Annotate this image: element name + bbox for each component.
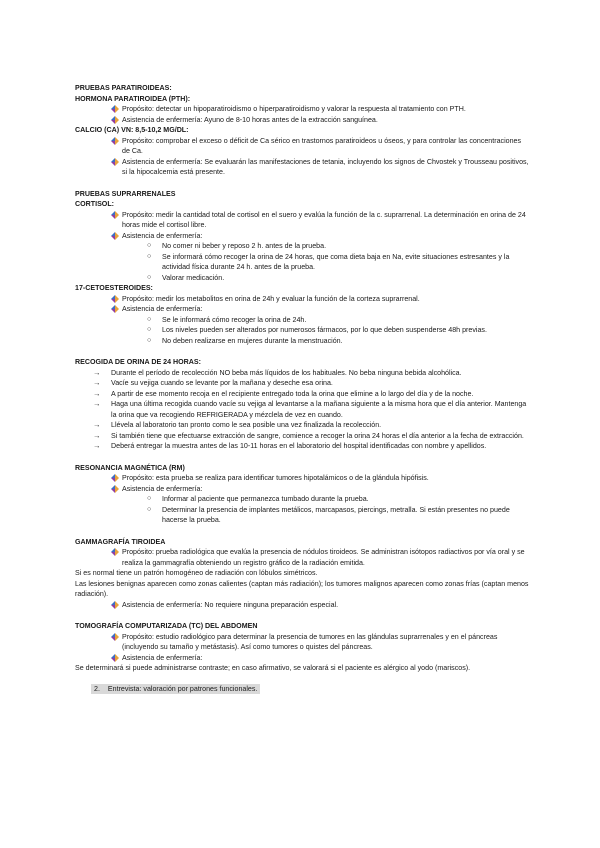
arrow-list-item bbox=[75, 431, 530, 442]
circle-bullet-icon: ○ bbox=[147, 326, 152, 333]
list-item bbox=[75, 304, 530, 315]
subsection-title: CALCIO (CA) VN: 8,5-10,2 MG/DL: bbox=[75, 126, 189, 134]
list-item bbox=[75, 294, 530, 305]
list-item-text: Propósito: prueba radiológica que evalúa la presencia de nódulos tiroideos. Se administran isótopos radiactivos por vía oral y se realiza la gammagrafía obteniendo un registro gráfico de la radiación emitida. bbox=[122, 548, 525, 567]
diamond-bullet-icon bbox=[111, 158, 119, 166]
section-gap bbox=[75, 346, 530, 357]
diamond-bullet-icon bbox=[111, 211, 119, 219]
arrow-list-item bbox=[75, 441, 530, 452]
circle-bullet-icon: ○ bbox=[147, 273, 152, 281]
list-item bbox=[75, 273, 530, 284]
subsection-title: CORTISOL: bbox=[75, 200, 115, 208]
arrow-list-item bbox=[75, 368, 530, 379]
list-item bbox=[75, 632, 530, 653]
list-item-text: Asistencia de enfermería: No requiere ninguna preparación especial. bbox=[122, 600, 339, 609]
circle-bullet-icon: ○ bbox=[147, 252, 152, 260]
paragraph: Si es normal tiene un patrón homogéneo de radiación con lóbulos simétricos. bbox=[75, 569, 318, 577]
diamond-bullet-icon bbox=[111, 137, 119, 145]
list-item bbox=[75, 505, 530, 526]
list-item-text: Valorar medicación. bbox=[162, 273, 225, 282]
list-item bbox=[75, 325, 530, 336]
diamond-bullet-icon bbox=[111, 548, 119, 556]
list-item-text: Llévela al laboratorio tan pronto como le sea posible una vez finalizada la recolección. bbox=[111, 421, 382, 429]
section-gap bbox=[75, 452, 530, 463]
list-item-text: Se le informará cómo recoger la orina de 24h. bbox=[162, 315, 307, 324]
list-item bbox=[75, 157, 530, 178]
diamond-bullet-icon bbox=[111, 105, 119, 113]
circle-bullet-icon: ○ bbox=[147, 242, 152, 249]
list-item-text: Los niveles pueden ser alterados por numerosos fármacos, por lo que deben suspenderse 48h previas. bbox=[162, 326, 487, 334]
circle-bullet-icon: ○ bbox=[147, 505, 152, 513]
list-item-text: A partir de ese momento recoja en el recipiente entregado toda la orina que elimine a lo largo del día y de la noche. bbox=[111, 389, 474, 398]
list-item bbox=[75, 210, 530, 231]
diamond-bullet-icon bbox=[111, 654, 119, 662]
section-title: RECOGIDA DE ORINA DE 24 HORAS: bbox=[75, 358, 201, 366]
list-item-text: Propósito: detectar un hipoparatiroidismo o hiperparatiroidismo y valorar la respuesta al tratamiento con PTH. bbox=[122, 105, 466, 113]
document-page bbox=[75, 83, 530, 694]
paragraph: Se determinará si puede administrarse contraste; en caso afirmativo, se valorará si el paciente es alérgico al yodo (mariscos). bbox=[75, 664, 471, 672]
section-gap bbox=[75, 526, 530, 537]
list-item bbox=[75, 104, 530, 115]
diamond-bullet-icon bbox=[111, 474, 119, 482]
list-item bbox=[75, 494, 530, 505]
list-item bbox=[75, 252, 530, 273]
list-item bbox=[75, 136, 530, 157]
circle-bullet-icon: ○ bbox=[147, 336, 152, 344]
list-item bbox=[75, 115, 530, 126]
list-item-text: Propósito: comprobar el exceso o déficit de Ca sérico en trastornos paratiroideos u óseos, y para controlar las concentraciones de Ca. bbox=[122, 136, 522, 155]
list-item-text: Asistencia de enfermería: bbox=[122, 231, 203, 240]
list-item bbox=[75, 473, 530, 484]
diamond-bullet-icon bbox=[111, 295, 119, 303]
paragraph: Las lesiones benignas aparecen como zonas calientes (captan más radiación); los tumores malignos aparecen como zonas frías (captan menos radiación). bbox=[75, 579, 529, 598]
section-title: RESONANCIA MAGNÉTICA (RM) bbox=[75, 463, 185, 472]
list-item bbox=[75, 600, 530, 611]
heading-text: Entrevista: valoración por patrones funcionales. bbox=[107, 684, 258, 693]
arrow-right-icon: → bbox=[93, 441, 101, 450]
diamond-bullet-icon bbox=[111, 232, 119, 240]
list-item-text: Propósito: medir los metabolitos en orina de 24h y evaluar la función de la corteza suprarrenal. bbox=[122, 294, 420, 303]
list-item-text: Asistencia de enfermería: bbox=[122, 484, 203, 493]
list-item-text: Asistencia de enfermería: Se evaluarán las manifestaciones de tetania, incluyendo los signos de Chvostek y Trousseau positivos, si la hipocalcemia está presente. bbox=[122, 157, 529, 176]
list-item bbox=[75, 336, 530, 347]
subsection-title: HORMONA PARATIROIDEA (PTH): bbox=[75, 94, 191, 103]
list-item-text: Determinar la presencia de implantes metálicos, marcapasos, piercings, metralla. Si están presentes no puede hacerse la prueba. bbox=[162, 505, 510, 524]
arrow-list-item bbox=[75, 399, 530, 420]
list-item-text: Se informará cómo recoger la orina de 24 horas, que coma dieta baja en Na, evite situaciones estresantes y la actividad física durante 24 h. antes de la prueba. bbox=[162, 252, 510, 271]
arrow-list-item bbox=[75, 389, 530, 400]
subsection-title: 17-CETOESTEROIDES: bbox=[75, 284, 153, 292]
list-item-text: Propósito: esta prueba se realiza para identificar tumores hipotalámicos o de la glándula hipófisis. bbox=[122, 474, 429, 482]
list-item-text: Deberá entregar la muestra antes de las 10-11 horas en el laboratorio del hospital identificadas con nombre y apellidos. bbox=[111, 442, 487, 450]
diamond-bullet-icon bbox=[111, 305, 119, 313]
diamond-bullet-icon bbox=[111, 485, 119, 493]
diamond-bullet-icon bbox=[111, 633, 119, 641]
circle-bullet-icon: ○ bbox=[147, 495, 152, 502]
arrow-right-icon: → bbox=[93, 430, 101, 440]
list-item-text: No deben realizarse en mujeres durante la menstruación. bbox=[162, 336, 343, 345]
arrow-right-icon: → bbox=[93, 420, 101, 429]
list-item-text: Propósito: estudio radiológico para determinar la presencia de tumores en las glándulas suprarrenales y en el páncreas (incluyendo su tamaño y metástasis). Así como tumores o quistes del páncreas. bbox=[122, 632, 498, 651]
list-item bbox=[75, 315, 530, 326]
list-item-text: Vacíe su vejiga cuando se levante por la mañana y deseche esa orina. bbox=[111, 379, 333, 387]
arrow-list-item bbox=[75, 378, 530, 389]
list-item-text: Informar al paciente que permanezca tumbado durante la prueba. bbox=[162, 495, 369, 503]
section-title: PRUEBAS SUPRARRENALES bbox=[75, 189, 176, 198]
list-item-text: Durante el período de recolección NO beba más líquidos de los habituales. No beba ninguna bebida alcohólica. bbox=[111, 368, 462, 377]
arrow-list-item bbox=[75, 420, 530, 431]
list-item-text: Asistencia de enfermería: bbox=[122, 653, 203, 662]
section-title: TOMOGRAFÍA COMPUTARIZADA (TC) DEL ABDOMEN bbox=[75, 622, 258, 630]
list-item-text: No comer ni beber y reposo 2 h. antes de la prueba. bbox=[162, 242, 327, 250]
list-item-text: Asistencia de enfermería: Ayuno de 8-10 horas antes de la extracción sanguínea. bbox=[122, 115, 378, 124]
arrow-right-icon: → bbox=[93, 378, 101, 387]
list-item bbox=[75, 231, 530, 242]
section-gap bbox=[75, 178, 530, 189]
list-item bbox=[75, 484, 530, 495]
list-item bbox=[75, 241, 530, 252]
arrow-right-icon: → bbox=[93, 388, 101, 398]
list-item-text: Haga una última recogida cuando vacíe su vejiga al levantarse a la mañana siguiente a la misma hora que el día anterior. Mantenga la orina que va recogiendo REFRIGERADA y mézclela de vez en cuando. bbox=[111, 400, 527, 419]
diamond-bullet-icon bbox=[111, 601, 119, 609]
heading-number: 2. bbox=[94, 684, 100, 693]
arrow-right-icon: → bbox=[93, 399, 101, 408]
list-item bbox=[75, 547, 530, 568]
circle-bullet-icon: ○ bbox=[147, 315, 152, 323]
arrow-right-icon: → bbox=[93, 367, 101, 377]
section-gap bbox=[75, 610, 530, 621]
list-item-text: Asistencia de enfermería: bbox=[122, 305, 203, 313]
list-item bbox=[75, 653, 530, 664]
diamond-bullet-icon bbox=[111, 116, 119, 124]
next-section-heading bbox=[91, 684, 260, 695]
list-item-text: Si también tiene que efectuarse extracción de sangre, comience a recoger la orina 24 horas el día anterior a la fecha de extracción. bbox=[111, 431, 524, 440]
section-title: PRUEBAS PARATIROIDEAS: bbox=[75, 84, 172, 92]
list-item-text: Propósito: medir la cantidad total de cortisol en el suero y evalúa la función de la c. suprarrenal. La determinación en orina de 24 horas mide el cortisol libre. bbox=[122, 210, 526, 229]
section-title: GAMMAGRAFÍA TIROIDEA bbox=[75, 537, 166, 546]
